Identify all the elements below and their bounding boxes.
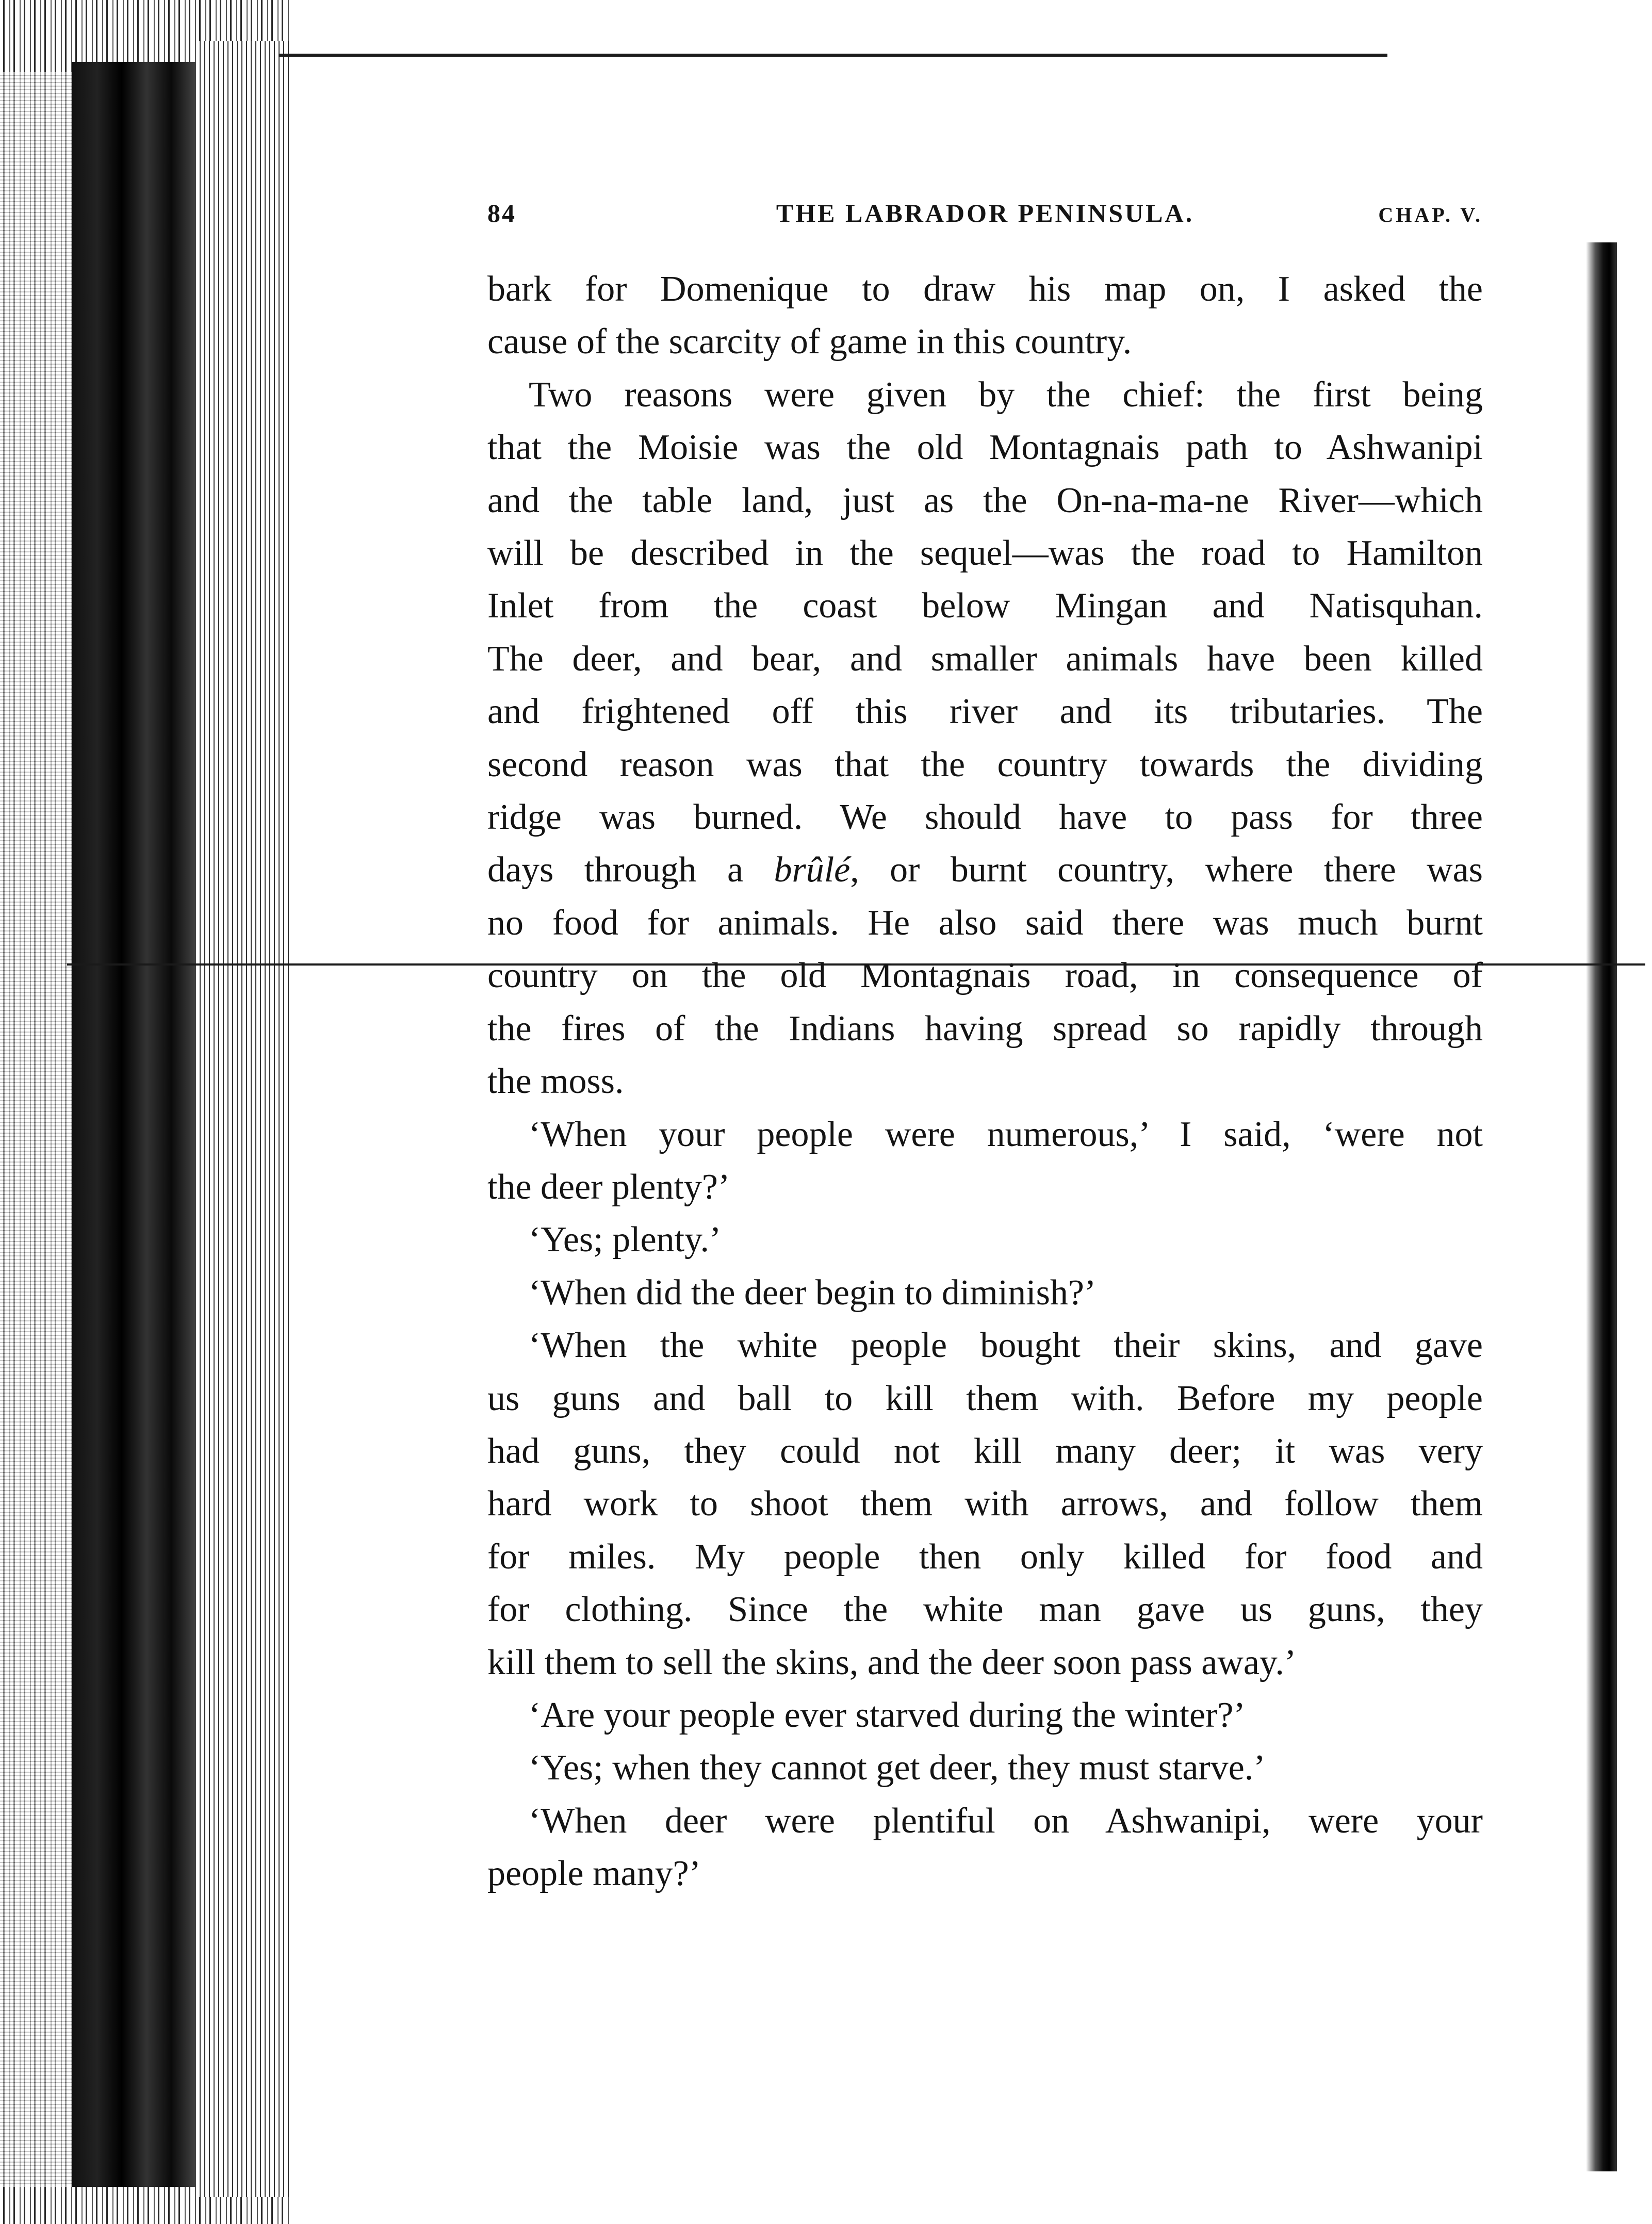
binding-shadow xyxy=(72,62,196,2187)
text-line: had guns, they could not kill many deer; it was very xyxy=(487,1431,1483,1471)
body-text xyxy=(487,263,1483,1901)
text-line: that the Moisie was the old Montagnais path to Ashwanipi xyxy=(487,428,1483,468)
text-line: ‘Are your people ever starved during the winter?’ xyxy=(529,1695,1246,1735)
running-head xyxy=(487,195,1483,231)
chapter-label: CHAP. V. xyxy=(1378,203,1483,226)
text-line: second reason was that the country towards the dividing xyxy=(487,744,1483,784)
running-title: THE LABRADOR PENINSULA. xyxy=(776,199,1195,227)
text-line: people many?’ xyxy=(487,1854,701,1894)
text-line: country on the old Montagnais road, in consequence of xyxy=(487,956,1483,996)
text-line: us guns and ball to kill them with. Before my people xyxy=(487,1378,1483,1418)
text-line: ‘When did the deer begin to diminish?’ xyxy=(529,1272,1097,1313)
text-line: bark for Domenique to draw his map on, I asked the xyxy=(487,269,1483,309)
text-line: hard work to shoot them with arrows, and follow them xyxy=(487,1484,1483,1524)
text-line: The deer, and bear, and smaller animals have been killed xyxy=(487,639,1483,679)
page-number: 84 xyxy=(487,199,516,227)
gutter-speckle xyxy=(0,72,72,2187)
text-line: and the table land, just as the On-na-ma-ne River—which xyxy=(487,480,1483,520)
top-rule xyxy=(279,54,1387,57)
text-line: for clothing. Since the white man gave us guns, they xyxy=(487,1590,1483,1630)
text-line: the fires of the Indians having spread so rapidly through xyxy=(487,1008,1483,1049)
italic-word: brûlé xyxy=(774,850,850,890)
text-line: no food for animals. He also said there was much burnt xyxy=(487,903,1483,943)
right-page-edge xyxy=(1586,242,1617,2171)
text-line: for miles. My people then only killed for food and xyxy=(487,1536,1483,1577)
text-line: ‘Yes; plenty.’ xyxy=(529,1220,722,1260)
text-line: the deer plenty?’ xyxy=(487,1167,730,1207)
text-line: ‘When your people were numerous,’ I said, ‘were not xyxy=(529,1114,1483,1154)
text-line: and frightened off this river and its tributaries. The xyxy=(487,692,1483,732)
text-line: ‘When deer were plentiful on Ashwanipi, were your xyxy=(529,1801,1483,1841)
text-line: Two reasons were given by the chief: the first being xyxy=(529,374,1483,415)
text-line: days through a brûlé, or burnt country, where there was xyxy=(487,850,1483,890)
text-line: will be described in the sequel—was the road to Hamilton xyxy=(487,533,1483,574)
text-line: kill them to sell the skins, and the deer soon pass away.’ xyxy=(487,1642,1297,1682)
text-line: ‘Yes; when they cannot get deer, they must starve.’ xyxy=(529,1748,1266,1788)
text-line: cause of the scarcity of game in this country. xyxy=(487,322,1132,362)
text-line: the moss. xyxy=(487,1061,624,1102)
text-line: ‘When the white people bought their skins, and gave xyxy=(529,1326,1483,1366)
text-line: Inlet from the coast below Mingan and Natisquhan. xyxy=(487,586,1483,626)
text-line: ridge was burned. We should have to pass for three xyxy=(487,797,1483,838)
page-edges xyxy=(196,41,289,2197)
